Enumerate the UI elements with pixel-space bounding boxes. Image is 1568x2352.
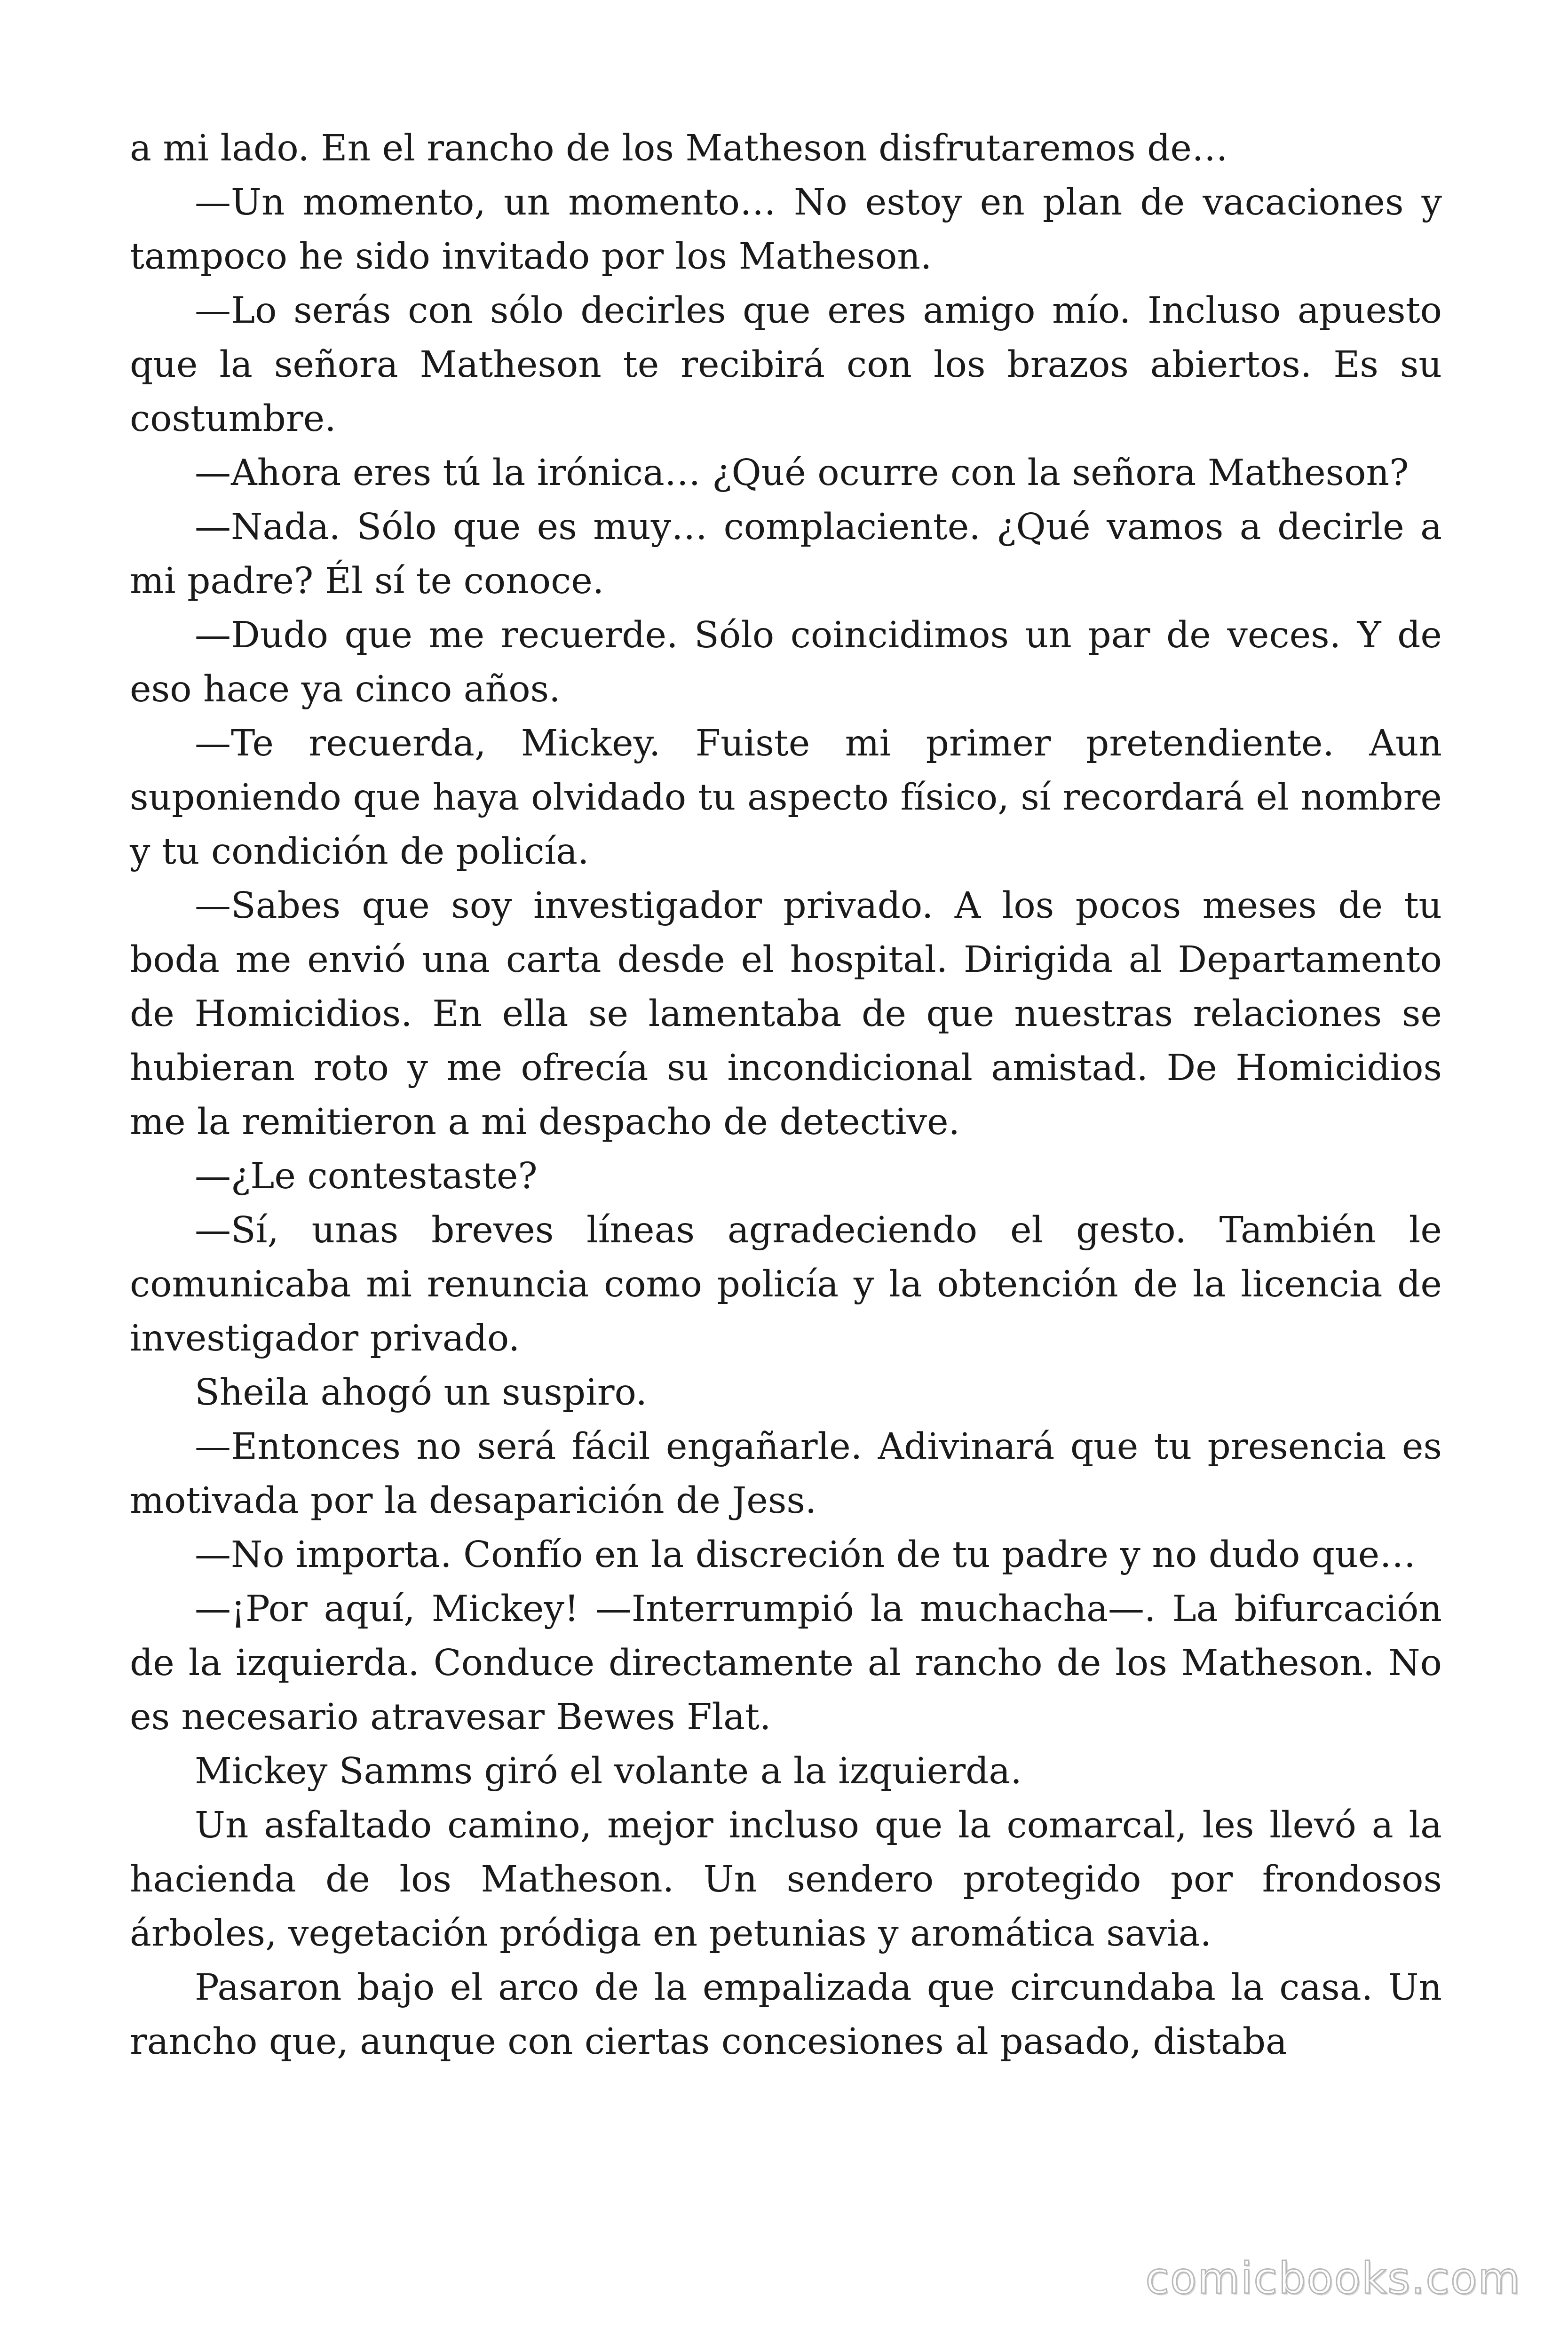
- paragraph: Mickey Samms giró el volante a la izquierda.: [195, 1750, 1022, 1792]
- paragraph: —Ahora eres tú la irónica… ¿Qué ocurre con la señora Matheson?: [195, 452, 1409, 494]
- paragraph: —Dudo que me recuerde. Sólo coincidimos un par de veces. Y de eso hace ya cinco años.: [130, 614, 1442, 710]
- paragraph: —Sí, unas breves líneas agradeciendo el gesto. También le comunicaba mi renuncia como policía y la obtención de la licencia de investigador privado.: [130, 1209, 1442, 1359]
- watermark: comicbooks.com: [1145, 2253, 1521, 2304]
- paragraph: —¡Por aquí, Mickey! —Interrumpió la muchacha—. La bifurcación de la izquierda. Conduce directamente al rancho de los Matheson. No es necesario atravesar Bewes Flat.: [130, 1588, 1442, 1738]
- paragraph: —No importa. Confío en la discreción de tu padre y no dudo que…: [195, 1534, 1416, 1576]
- paragraph: —Nada. Sólo que es muy… complaciente. ¿Qué vamos a decirle a mi padre? Él sí te conoce.: [130, 506, 1442, 602]
- paragraph: —¿Le contestaste?: [195, 1155, 538, 1197]
- paragraph: —Te recuerda, Mickey. Fuiste mi primer pretendiente. Aun suponiendo que haya olvidado tu aspecto físico, sí recordará el nombre y tu condición de policía.: [130, 723, 1442, 873]
- paragraph: —Sabes que soy investigador privado. A los pocos meses de tu boda me envió una carta desde el hospital. Dirigida al Departamento de Homicidios. En ella se lamentaba de que nuestras relaciones se hubieran roto y me ofrecía su incondicional amistad. De Homicidios me la remitieron a mi despacho de detective.: [130, 885, 1442, 1143]
- paragraph: —Lo serás con sólo decirles que eres amigo mío. Incluso apuesto que la señora Matheson te recibirá con los brazos abiertos. Es su costumbre.: [130, 290, 1442, 440]
- paragraph: a mi lado. En el rancho de los Matheson disfrutaremos de…: [130, 127, 1228, 169]
- paragraph: Pasaron bajo el arco de la empalizada que circundaba la casa. Un rancho que, aunque con ciertas concesiones al pasado, distaba: [130, 1967, 1442, 2063]
- paragraph: —Entonces no será fácil engañarle. Adivinará que tu presencia es motivada por la desaparición de Jess.: [130, 1426, 1442, 1522]
- paragraph: —Un momento, un momento… No estoy en plan de vacaciones y tampoco he sido invitado por los Matheson.: [130, 182, 1442, 278]
- body-text: [130, 121, 1442, 2069]
- paragraph: Sheila ahogó un suspiro.: [195, 1372, 648, 1414]
- paragraph: Un asfaltado camino, mejor incluso que la comarcal, les llevó a la hacienda de los Matheson. Un sendero protegido por frondosos árboles, vegetación pródiga en petunias y aromática savia.: [130, 1804, 1442, 1955]
